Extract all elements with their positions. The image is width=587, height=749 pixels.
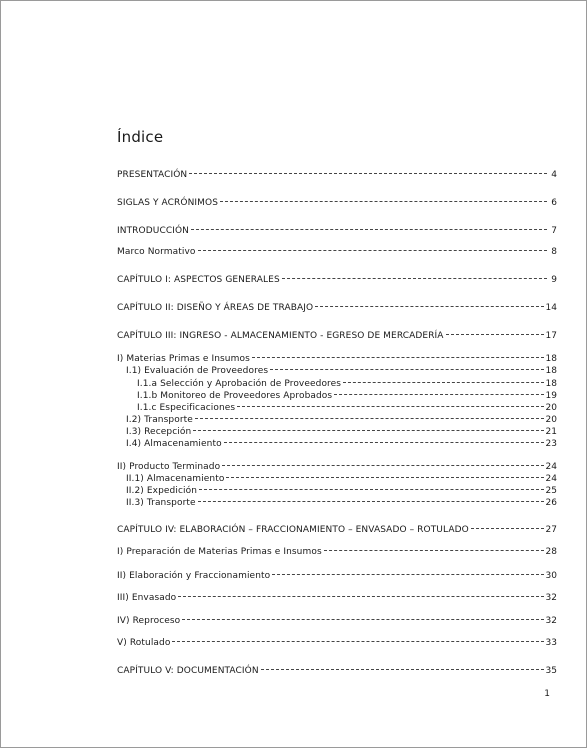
toc-entry: [117, 169, 557, 181]
toc-entry-label: CAPÍTULO III: INGRESO - ALMACENAMIENTO - EGRESO DE MERCADERÍA: [117, 331, 444, 341]
toc-entry: [117, 546, 557, 558]
toc-entry-page: 24: [545, 474, 557, 484]
toc-entry-label: IV) Reproceso: [117, 616, 181, 626]
toc-entry-label: SIGLAS Y ACRÓNIMOS: [117, 198, 219, 208]
toc-dot-leader: [334, 394, 543, 395]
toc-entry-page: 32: [545, 616, 557, 626]
toc-entry-label: PRESENTACIÓN: [117, 170, 188, 180]
toc-entry-label: I.4) Almacenamiento: [126, 439, 222, 449]
toc-entry-label: CAPÍTULO I: ASPECTOS GENERALES: [117, 275, 280, 285]
toc-dot-leader: [222, 465, 543, 466]
toc-entry-page: 28: [545, 547, 557, 557]
toc-entry: [117, 637, 557, 649]
toc-entry: [126, 414, 557, 426]
toc-dot-leader: [224, 442, 544, 443]
toc-entry-page: 30: [545, 571, 557, 581]
toc-entry-page: 4: [551, 170, 557, 180]
toc-entry: [126, 426, 557, 438]
toc-dot-leader: [226, 477, 543, 478]
toc-dot-leader: [178, 596, 543, 597]
toc-entry: [126, 365, 557, 377]
toc-entry-page: 24: [545, 462, 557, 472]
toc-entry: [126, 438, 557, 450]
toc-entry-label: I) Preparación de Materias Primas e Insumos: [117, 547, 322, 557]
toc-dot-leader: [471, 528, 544, 529]
toc-entry: [117, 615, 557, 627]
page-number: 1: [544, 689, 550, 699]
toc-entry-label: I.1.c Especificaciones: [137, 403, 236, 413]
toc-entry: [117, 197, 557, 209]
toc-entry-page: 18: [545, 379, 557, 389]
toc-entry: [126, 497, 557, 509]
toc-entry-label: INTRODUCCIÓN: [117, 226, 189, 236]
toc-entry-page: 18: [545, 354, 557, 364]
toc-entry-label: V) Rotulado: [117, 638, 171, 648]
toc-entry-page: 25: [545, 486, 557, 496]
toc-entry: [126, 485, 557, 497]
toc-entry-label: II) Producto Terminado: [117, 462, 221, 472]
toc-dot-leader: [261, 669, 544, 670]
index-title: Índice: [117, 128, 164, 146]
toc-entry-label: II.1) Almacenamiento: [126, 474, 225, 484]
toc-dot-leader: [324, 550, 544, 551]
toc-entry-label: II.3) Transporte: [126, 498, 196, 508]
toc-entry: [117, 274, 557, 286]
toc-entry-label: CAPÍTULO V: DOCUMENTACIÓN: [117, 666, 259, 676]
toc-entry-label: I.3) Recepción: [126, 427, 192, 437]
toc-entry-label: CAPÍTULO IV: ELABORACIÓN – FRACCIONAMIENTO – ENVASADO – ROTULADO: [117, 525, 469, 535]
toc-entry-label: III) Envasado: [117, 593, 177, 603]
toc-entry-page: 32: [545, 593, 557, 603]
toc-entry-label: I.1.b Monitoreo de Proveedores Aprobados: [137, 391, 333, 401]
toc-entry-page: 14: [545, 303, 557, 313]
toc-dot-leader: [189, 173, 547, 174]
toc-dot-leader: [172, 641, 543, 642]
toc-entry-page: 33: [545, 638, 557, 648]
toc-entry-label: II) Elaboración y Fraccionamiento: [117, 571, 271, 581]
toc-entry: [137, 378, 557, 390]
toc-entry: [117, 524, 557, 536]
toc-dot-leader: [252, 357, 544, 358]
toc-dot-leader: [237, 406, 543, 407]
toc-dot-leader: [198, 250, 547, 251]
toc-entry-page: 6: [551, 198, 557, 208]
toc-dot-leader: [315, 306, 543, 307]
toc-dot-leader: [272, 574, 543, 575]
toc-entry-label: II.2) Expedición: [126, 486, 198, 496]
toc-entry: [117, 570, 557, 582]
toc-entry-page: 7: [551, 226, 557, 236]
toc-dot-leader: [198, 501, 544, 502]
toc-dot-leader: [220, 201, 547, 202]
toc-entry: [117, 225, 557, 237]
toc-entry-page: 17: [545, 331, 557, 341]
toc-entry: [117, 330, 557, 342]
toc-entry: [117, 246, 557, 258]
toc-dot-leader: [343, 382, 543, 383]
table-of-contents: [1, 1, 587, 749]
toc-entry-page: 18: [545, 366, 557, 376]
toc-entry-page: 21: [545, 427, 557, 437]
toc-entry-page: 19: [545, 391, 557, 401]
toc-entry: [137, 390, 557, 402]
toc-dot-leader: [182, 619, 543, 620]
toc-entry-page: 20: [545, 415, 557, 425]
toc-dot-leader: [270, 369, 543, 370]
toc-entry-page: 35: [545, 666, 557, 676]
toc-dot-leader: [191, 229, 547, 230]
toc-dot-leader: [446, 334, 544, 335]
toc-entry: [137, 402, 557, 414]
toc-entry-label: I.2) Transporte: [126, 415, 193, 425]
toc-dot-leader: [193, 430, 543, 431]
toc-entry-page: 27: [545, 525, 557, 535]
toc-entry-label: Marco Normativo: [117, 247, 196, 257]
toc-dot-leader: [282, 278, 547, 279]
toc-entry-label: I.1) Evaluación de Proveedores: [126, 366, 269, 376]
toc-entry-page: 23: [545, 439, 557, 449]
toc-entry: [117, 665, 557, 677]
toc-entry-label: I.1.a Selección y Aprobación de Proveedores: [137, 379, 342, 389]
toc-dot-leader: [195, 418, 544, 419]
toc-entry: [117, 302, 557, 314]
toc-entry: [117, 461, 557, 473]
toc-entry-label: CAPÍTULO II: DISEÑO Y ÁREAS DE TRABAJO: [117, 303, 314, 313]
toc-entry-page: 26: [545, 498, 557, 508]
toc-entry: [117, 353, 557, 365]
toc-entry-page: 8: [551, 247, 557, 257]
toc-dot-leader: [199, 489, 544, 490]
toc-entry: [117, 592, 557, 604]
toc-entry: [126, 473, 557, 485]
toc-entry-page: 20: [545, 403, 557, 413]
toc-entry-label: I) Materias Primas e Insumos: [117, 354, 250, 364]
toc-entry-page: 9: [551, 275, 557, 285]
